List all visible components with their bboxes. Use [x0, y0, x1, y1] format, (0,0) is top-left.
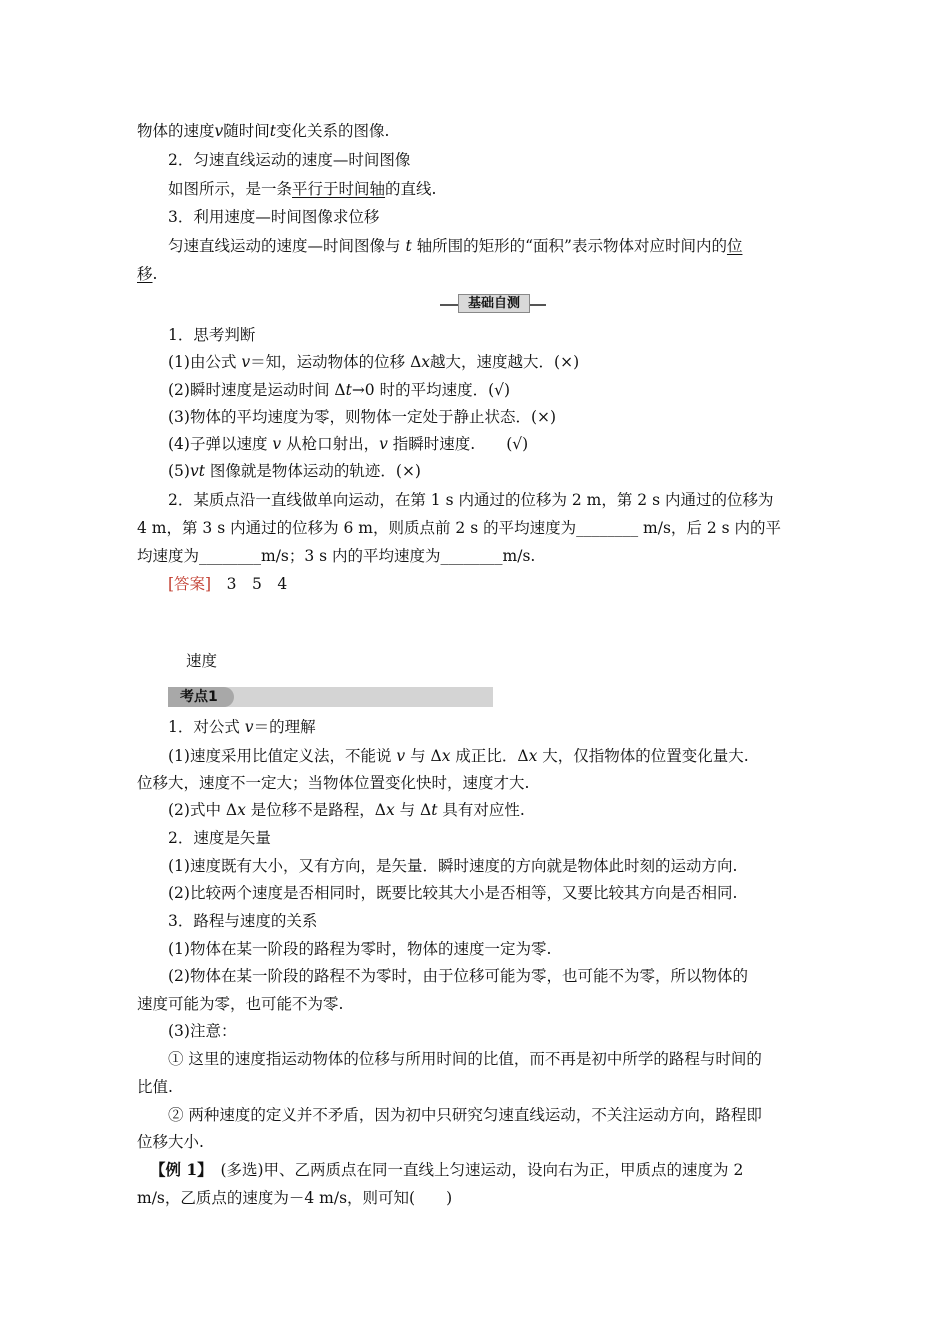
text: (多选)甲、乙两质点在同一直线上匀速运动，设向右为正，甲质点的速度为 2 [204, 1161, 744, 1179]
text-line [168, 745, 749, 767]
text-line: ② 两种速度的定义并不矛盾，因为初中只研究匀速直线运动，不关注运动方向，路程即 [168, 1106, 762, 1124]
var-x: x [441, 747, 451, 765]
text-line: 速度可能为零，也可能不为零. [137, 995, 344, 1013]
var-t: t [269, 122, 277, 140]
var-x: x [528, 747, 538, 765]
text: 与 Δ [405, 747, 442, 765]
underlined-term: 位 [726, 237, 743, 255]
text: 具有对应性. [437, 801, 525, 819]
text: 轴所围的矩形的“面积”表示物体对应时间内的 [411, 237, 727, 255]
text-line: (1)速度既有大小，又有方向，是矢量．瞬时速度的方向就是物体此时刻的运动方向. [168, 857, 738, 875]
text-line: 比值. [137, 1078, 173, 1096]
section-banner [440, 293, 546, 313]
kaodian-bar [168, 687, 493, 707]
text-line: 位移大小. [137, 1133, 204, 1151]
text-line: (2)物体在某一阶段的路程不为零时，由于位移可能为零，也可能不为零，所以物体的 [168, 967, 748, 985]
text: . [152, 265, 158, 283]
underlined-term: 移 [137, 265, 153, 283]
text-line [168, 799, 525, 821]
text-line: (2)比较两个速度是否相同时，既要比较其大小是否相等，又要比较其方向是否相同. [168, 884, 738, 902]
judge-item [168, 460, 421, 482]
text-line: (1)物体在某一阶段的路程为零时，物体的速度一定为零. [168, 940, 552, 958]
var-v: v [396, 747, 406, 765]
var-v: v [244, 718, 254, 736]
text: 的直线. [385, 180, 437, 198]
judge-item: (3)物体的平均速度为零，则物体一定处于静止状态．(×) [168, 408, 557, 426]
var-v: v [241, 353, 251, 371]
text: (1)速度采用比值定义法，不能说 [168, 747, 397, 765]
text-line [137, 120, 389, 142]
subheading: 3．路程与速度的关系 [168, 912, 318, 930]
var-vt: vt [189, 462, 205, 480]
underlined-term: 平行于时间轴 [292, 180, 386, 198]
text: (2)式中 Δ [168, 801, 238, 819]
text: ＝知，运动物体的位移 Δ [250, 353, 422, 371]
banner-title: 基础自测 [458, 294, 530, 313]
banner-rule [440, 304, 458, 306]
text: →0 时的平均速度．(√) [351, 381, 511, 399]
subheading: 2．匀速直线运动的速度—时间图像 [168, 151, 411, 169]
subheading: 3．利用速度—时间图像求位移 [168, 208, 380, 226]
var-v: v [214, 122, 224, 140]
var-x: x [385, 801, 395, 819]
text: ＝的理解 [253, 718, 316, 736]
question-text: 4 m，第 3 s 内通过的位移为 6 m，则质点前 2 s 的平均速度为________ m/s，后 2 s 内的平 [137, 519, 781, 537]
text: 成正比．Δ [450, 747, 529, 765]
kaodian-tag: 考点1 [168, 687, 234, 707]
text: 物体的速度 [137, 122, 215, 140]
text-line: 位移大，速度不一定大；当物体位置变化快时，速度才大. [137, 774, 530, 792]
var-v: v [272, 435, 282, 453]
question-title: 1．思考判断 [168, 326, 256, 344]
text-line: (3)注意： [168, 1022, 237, 1040]
text: (5) [168, 462, 190, 480]
text: (4)子弹以速度 [168, 435, 273, 453]
text: 越大，速度越大．(×) [430, 353, 580, 371]
text-line [168, 178, 436, 200]
question-text: 均速度为________m/s；3 s 内的平均速度为________m/s. [137, 547, 536, 565]
subheading: 2．速度是矢量 [168, 829, 271, 847]
subheading [168, 716, 316, 738]
var-v: v [379, 435, 388, 453]
text: 图像就是物体运动的轨迹．(×) [204, 462, 421, 480]
text-line [137, 263, 157, 285]
judge-item [168, 433, 528, 455]
judge-item [168, 379, 510, 401]
example-line [150, 1159, 743, 1181]
text-line: ① 这里的速度指运动物体的位移与所用时间的比值，而不再是初中所学的路程与时间的 [168, 1050, 762, 1068]
text: 大，仅指物体的位置变化量大. [537, 747, 749, 765]
text: 是位移不是路程，Δ [245, 801, 386, 819]
text: 匀速直线运动的速度—时间图像与 [168, 237, 406, 255]
text: 1．对公式 [168, 718, 245, 736]
text-line [168, 235, 742, 257]
judge-item [168, 351, 579, 373]
text: 如图所示，是一条 [168, 180, 293, 198]
answer-label: [答案] [168, 575, 212, 593]
var-t: t [345, 381, 352, 399]
var-t: t [405, 237, 412, 255]
text: 从枪口射出， [281, 435, 380, 453]
var-x: x [421, 353, 431, 371]
text: 随时间 [223, 122, 270, 140]
text-line: m/s，乙质点的速度为－4 m/s，则可知( ) [137, 1189, 453, 1207]
section-title: 速度 [186, 652, 218, 670]
text: (1)由公式 [168, 353, 242, 371]
question-text: 2．某质点沿一直线做单向运动，在第 1 s 内通过的位移为 2 m，第 2 s 内通过的位移为 [168, 491, 774, 509]
text: 与 Δ [394, 801, 432, 819]
text: 指瞬时速度. (√) [387, 435, 529, 453]
banner-rule [530, 304, 546, 306]
var-x: x [237, 801, 246, 819]
answer-line [168, 573, 287, 595]
text: (2)瞬时速度是运动时间 Δ [168, 381, 346, 399]
text: 变化关系的图像. [276, 122, 390, 140]
answer-values: 3 5 4 [211, 575, 288, 593]
example-label: 【例 1】 [150, 1160, 205, 1179]
var-t: t [431, 801, 438, 819]
